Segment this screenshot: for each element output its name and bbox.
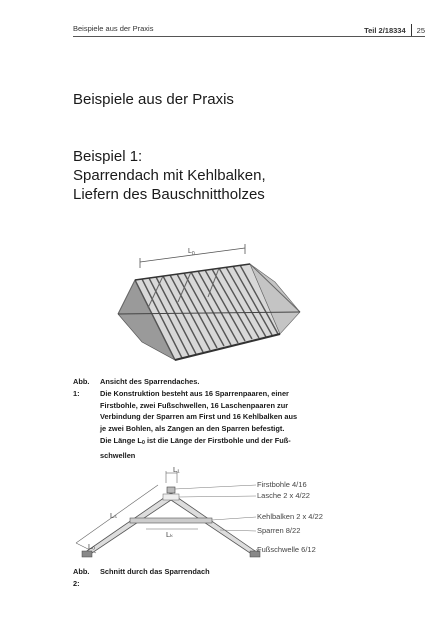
roof-3d-illustration bbox=[100, 242, 315, 367]
label-firstbohle: Firstbohle 4/16 bbox=[257, 480, 307, 489]
roof-section-drawing bbox=[70, 463, 370, 558]
example-title-line-2: Sparrendach mit Kehlbalken, bbox=[73, 167, 266, 184]
label-lasche: Lasche 2 x 4/22 bbox=[257, 491, 310, 500]
example-title bbox=[73, 147, 266, 204]
page-number: 25 bbox=[416, 26, 425, 35]
figure-2-caption-body: Schnitt durch das Sparrendach bbox=[100, 567, 210, 576]
label-sparren: Sparren 8/22 bbox=[257, 526, 301, 535]
figure-1-caption-line: Verbindung der Sparren am First und 16 Kehlbalken aus bbox=[100, 412, 298, 422]
figure-1-caption-line: Die Konstruktion besteht aus 16 Sparrenpaaren, einer bbox=[100, 388, 289, 398]
header-rule bbox=[73, 36, 425, 37]
length-label: $L_0$ bbox=[188, 248, 195, 257]
figure-2-caption-label: Abb. 2: bbox=[73, 567, 90, 588]
figure-1-caption-line: Ansicht des Sparrendaches. bbox=[100, 377, 200, 386]
example-title-line-3: Liefern des Bauschnittholzes bbox=[73, 186, 265, 203]
figure-1-caption-line: schwellen bbox=[100, 450, 136, 460]
figure-1-caption-label: Abb. 1: bbox=[73, 377, 90, 398]
dim-label-slope: Lₛ bbox=[110, 511, 117, 520]
figure-1-caption-line: je zwei Bohlen, als Zangen an den Sparren befestigt. bbox=[100, 424, 285, 434]
figure-1-caption-body bbox=[100, 376, 390, 462]
header-section: Beispiele aus der Praxis bbox=[73, 24, 154, 33]
header-part: Teil 2/18334 bbox=[364, 26, 406, 35]
dim-label-foot: Lₒ bbox=[88, 542, 96, 551]
sill-left bbox=[82, 551, 92, 557]
figure-1-caption-length-line: Die Länge L0 ist die Länge der Firstbohle und der Fuß- bbox=[100, 435, 291, 446]
dim-label-top: L₁ bbox=[173, 465, 180, 474]
lasche-section bbox=[163, 494, 179, 500]
label-kehlbalken: Kehlbalken 2 x 4/22 bbox=[257, 512, 323, 521]
figure-1-caption-line: Firstbohle, zwei Fußschwellen, 16 Laschenpaaren zur bbox=[100, 400, 289, 410]
collar-beam-section bbox=[130, 518, 212, 523]
section-title: Beispiele aus der Praxis bbox=[73, 91, 234, 108]
dim-label-collar: Lₖ bbox=[166, 530, 174, 539]
header-right bbox=[364, 24, 425, 36]
ridge-plank-section bbox=[167, 487, 175, 493]
label-fussschwelle: Fußschwelle 6/12 bbox=[257, 545, 316, 554]
header-separator bbox=[411, 24, 412, 36]
example-title-line-1: Beispiel 1: bbox=[73, 148, 143, 165]
